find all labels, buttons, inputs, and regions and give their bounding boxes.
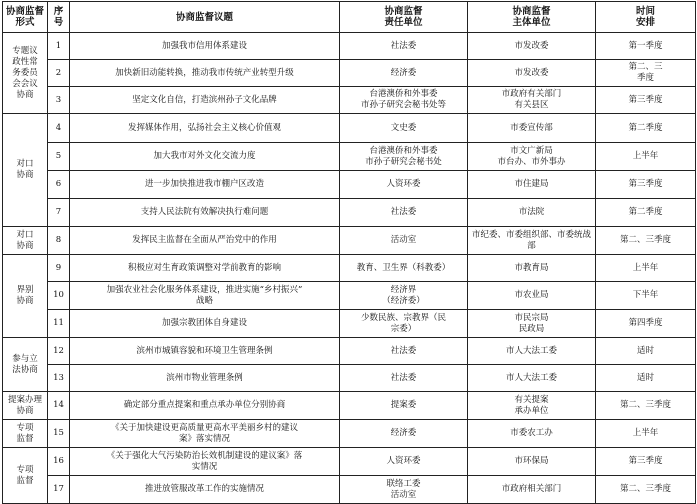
plan-table: [2, 1, 696, 504]
table-row: [3, 420, 696, 448]
row-number: 12: [48, 338, 70, 365]
row-number: 13: [48, 365, 70, 392]
row-number: 10: [48, 282, 70, 310]
row-time: 上半年: [596, 255, 696, 282]
row-main: 市环保局: [468, 448, 596, 476]
row-main: 市发改委: [468, 60, 596, 87]
row-topic: 《关于加快建设更高质量更高水平美丽乡村的建议 案》落实情况: [70, 420, 340, 448]
row-topic: 确定部分重点提案和重点承办单位分别协商: [70, 392, 340, 420]
row-time: 第三季度: [596, 87, 696, 114]
group-label: 提案办理 协商: [3, 392, 48, 420]
row-main: 市教育局: [468, 255, 596, 282]
group-label: 对口 协商: [3, 114, 48, 227]
row-time: 适时: [596, 338, 696, 365]
row-topic: 发挥民主监督在全面从严治党中的作用: [70, 227, 340, 255]
row-time: 第二、三季度: [596, 227, 696, 255]
row-time: 第二季度: [596, 114, 696, 143]
header-form: 协商监督形式: [3, 2, 48, 33]
row-topic: 支持人民法院有效解决执行难问题: [70, 199, 340, 227]
row-time: 适时: [596, 365, 696, 392]
table-row: [3, 282, 696, 310]
row-resp: 经济界 （经济委）: [340, 282, 468, 310]
row-number: 5: [48, 143, 70, 171]
table-row: [3, 171, 696, 199]
row-time: 第二、三 季度: [596, 60, 696, 87]
row-topic: 坚定文化自信，打造滨州孙子文化品牌: [70, 87, 340, 114]
table-row: [3, 365, 696, 392]
group-label: 对口 协商: [3, 227, 48, 255]
row-number: 15: [48, 420, 70, 448]
row-time: 第三季度: [596, 171, 696, 199]
row-number: 7: [48, 199, 70, 227]
row-resp: 社法委: [340, 199, 468, 227]
row-main: 市纪委、市委组织部、市委统战部: [468, 227, 596, 255]
row-resp: 人资环委: [340, 171, 468, 199]
row-number: 9: [48, 255, 70, 282]
row-topic: 进一步加快推进我市棚户区改造: [70, 171, 340, 199]
row-main: 市委农工办: [468, 420, 596, 448]
header-seq: 序号: [48, 2, 70, 33]
group-label: 参与立 法协商: [3, 338, 48, 392]
row-main: 有关提案 承办单位: [468, 392, 596, 420]
row-number: 14: [48, 392, 70, 420]
row-resp: 经济委: [340, 60, 468, 87]
row-main: 市人大法工委: [468, 338, 596, 365]
row-topic: 加强农业社会化服务体系建设，推进实施“乡村振兴” 战略: [70, 282, 340, 310]
row-number: 1: [48, 33, 70, 60]
row-main: 市政府相关部门: [468, 476, 596, 504]
row-main: 市法院: [468, 199, 596, 227]
table-row: [3, 448, 696, 476]
row-topic: 推进放管服改革工作的实施情况: [70, 476, 340, 504]
row-time: 第二、三季度: [596, 392, 696, 420]
row-time: 第三季度: [596, 448, 696, 476]
group-label: 专项 监督: [3, 420, 48, 448]
row-main: 市住建局: [468, 171, 596, 199]
row-resp: 台港澳侨和外事委 市孙子研究会秘书处: [340, 143, 468, 171]
table-row: [3, 114, 696, 143]
row-time: 下半年: [596, 282, 696, 310]
row-number: 6: [48, 171, 70, 199]
row-main: 市人大法工委: [468, 365, 596, 392]
row-number: 4: [48, 114, 70, 143]
row-topic: 积极应对生育政策调整对学前教育的影响: [70, 255, 340, 282]
row-number: 16: [48, 448, 70, 476]
row-number: 3: [48, 87, 70, 114]
table-row: [3, 227, 696, 255]
table-row: [3, 143, 696, 171]
table-row: [3, 33, 696, 60]
table-row: [3, 476, 696, 504]
table-row: [3, 392, 696, 420]
row-time: 上半年: [596, 143, 696, 171]
row-topic: 加大我市对外文化交流力度: [70, 143, 340, 171]
header-row: [3, 2, 696, 33]
row-topic: 《关于强化大气污染防治长效机制建设的建议案》落 实情况: [70, 448, 340, 476]
header-topic: 协商监督议题: [70, 2, 340, 33]
row-number: 2: [48, 60, 70, 87]
row-topic: 加快新旧动能转换，推动我市传统产业转型升级: [70, 60, 340, 87]
row-time: 第二季度: [596, 199, 696, 227]
table-row: [3, 255, 696, 282]
row-topic: 发挥媒体作用，弘扬社会主义核心价值观: [70, 114, 340, 143]
row-resp: 社法委: [340, 338, 468, 365]
group-label: 专项 监督: [3, 448, 48, 504]
row-resp: 台港澳侨和外事委 市孙子研究会秘书处等: [340, 87, 468, 114]
row-number: 17: [48, 476, 70, 504]
row-resp: 提案委: [340, 392, 468, 420]
row-number: 11: [48, 310, 70, 338]
table-row: [3, 338, 696, 365]
table-row: [3, 199, 696, 227]
header-time: 时间 安排: [596, 2, 696, 33]
row-resp: 联络工委 活动室: [340, 476, 468, 504]
row-resp: 文史委: [340, 114, 468, 143]
row-resp: 教育、卫生界（科教委）: [340, 255, 468, 282]
header-main: 协商监督 主体单位: [468, 2, 596, 33]
row-topic: 加强宗教团体自身建设: [70, 310, 340, 338]
group-label: 专题议 政性常 务委员 会会议 协商: [3, 33, 48, 114]
header-resp: 协商监督 责任单位: [340, 2, 468, 33]
row-resp: 社法委: [340, 365, 468, 392]
table-row: [3, 87, 696, 114]
row-main: 市委宣传部: [468, 114, 596, 143]
row-resp: 经济委: [340, 420, 468, 448]
row-time: 上半年: [596, 420, 696, 448]
row-topic: 加强我市信用体系建设: [70, 33, 340, 60]
row-main: 市民宗局 民政局: [468, 310, 596, 338]
table-row: [3, 60, 696, 87]
row-main: 市政府有关部门 有关县区: [468, 87, 596, 114]
row-main: 市文广新局 市台办、市外事办: [468, 143, 596, 171]
row-resp: 少数民族、宗教界（民 宗委）: [340, 310, 468, 338]
row-time: 第一季度: [596, 33, 696, 60]
group-label: 界别 协商: [3, 255, 48, 338]
row-main: 市农业局: [468, 282, 596, 310]
table-row: [3, 310, 696, 338]
row-resp: 人资环委: [340, 448, 468, 476]
row-time: 第二、三季度: [596, 476, 696, 504]
row-resp: 社法委: [340, 33, 468, 60]
row-time: 第四季度: [596, 310, 696, 338]
row-resp: 活动室: [340, 227, 468, 255]
row-topic: 滨州市城镇容貌和环境卫生管理条例: [70, 338, 340, 365]
row-main: 市发改委: [468, 33, 596, 60]
row-number: 8: [48, 227, 70, 255]
row-topic: 滨州市物业管理条例: [70, 365, 340, 392]
